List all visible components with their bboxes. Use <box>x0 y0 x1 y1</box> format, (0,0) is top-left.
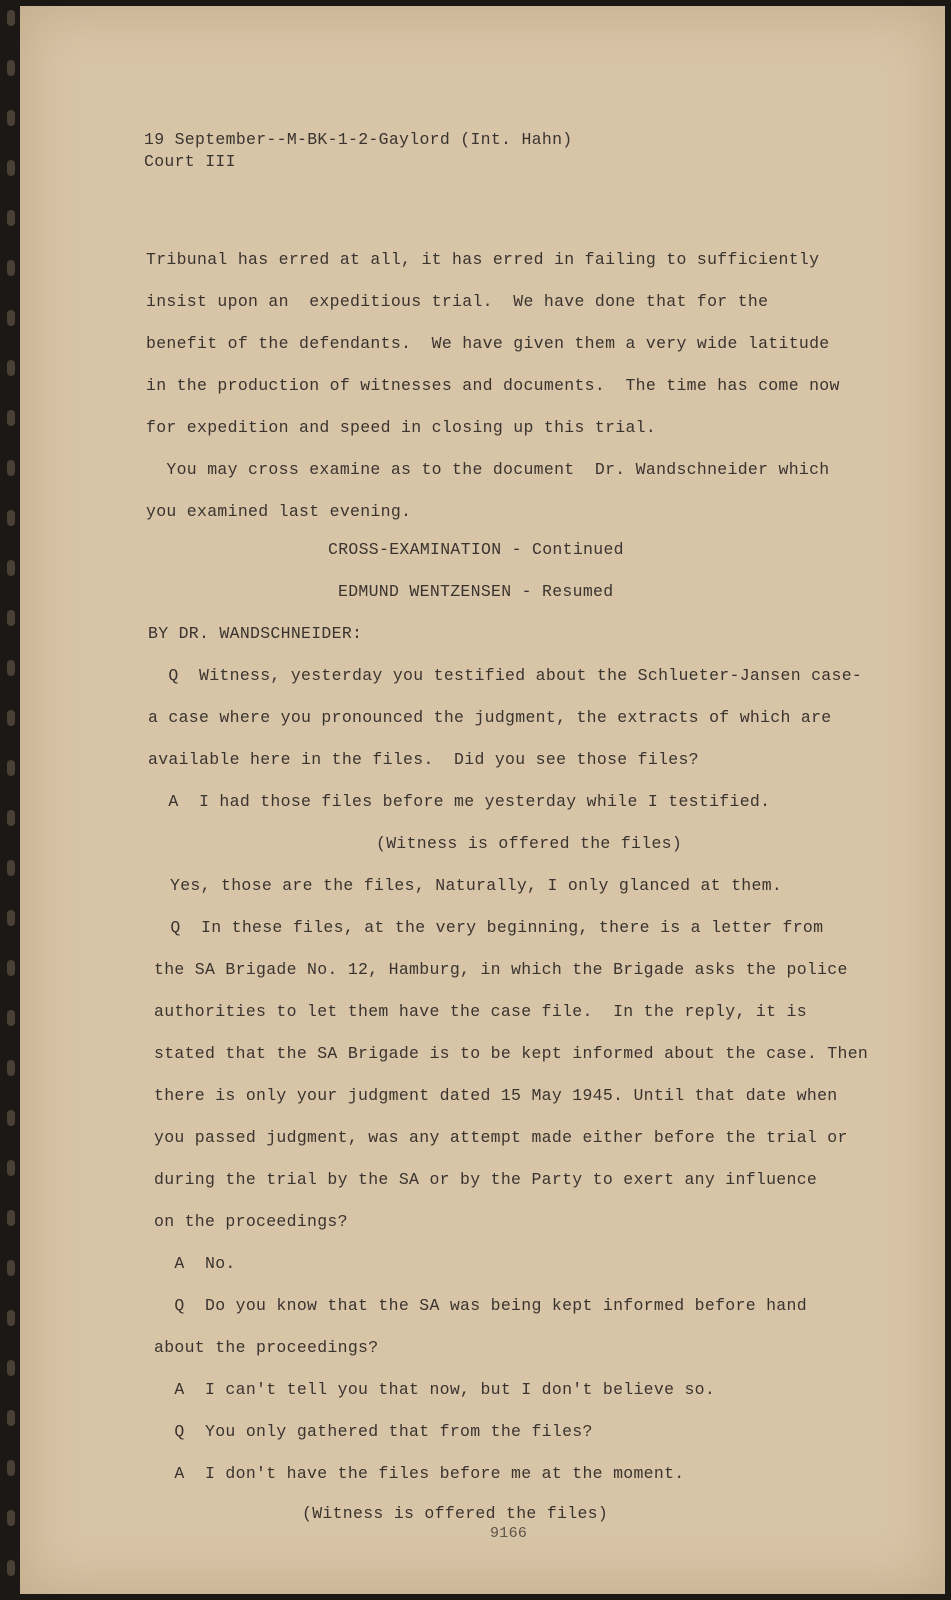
transcript-page <box>20 6 945 1594</box>
qa-line: Q In these files, at the very beginning, there is a letter from <box>150 918 824 937</box>
qa-line: Q Do you know that the SA was being kept informed before hand <box>154 1296 807 1315</box>
binder-hole <box>7 760 15 776</box>
binder-hole <box>7 660 15 676</box>
binder-hole <box>7 1210 15 1226</box>
binder-hole <box>7 710 15 726</box>
binder-hole <box>7 1360 15 1376</box>
binder-hole <box>7 1010 15 1026</box>
qa-line: A I don't have the files before me at the moment. <box>154 1464 685 1483</box>
body-line: Tribunal has erred at all, it has erred in failing to sufficiently <box>146 250 820 269</box>
binder-hole <box>7 1310 15 1326</box>
binder-hole <box>7 1260 15 1276</box>
binder-hole <box>7 260 15 276</box>
qa-line: Q You only gathered that from the files? <box>154 1422 593 1441</box>
qa-line: Yes, those are the files, Naturally, I only glanced at them. <box>170 876 783 895</box>
binder-hole <box>7 1560 15 1576</box>
binder-hole <box>7 460 15 476</box>
heading-examiner: BY DR. WANDSCHNEIDER: <box>148 624 363 643</box>
qa-line: about the proceedings? <box>154 1338 379 1357</box>
qa-line: A No. <box>154 1254 236 1273</box>
body-line: You may cross examine as to the document Dr. Wandschneider which <box>146 460 830 479</box>
binder-hole <box>7 310 15 326</box>
stage-direction: (Witness is offered the files) <box>376 834 683 853</box>
binder-hole <box>7 1160 15 1176</box>
binder-hole <box>7 510 15 526</box>
qa-line: Q Witness, yesterday you testified about the Schlueter-Jansen case- <box>148 666 863 685</box>
binder-hole <box>7 860 15 876</box>
page-number: 9166 <box>490 1525 528 1542</box>
body-line: in the production of witnesses and documents. The time has come now <box>146 376 840 395</box>
binder-hole <box>7 110 15 126</box>
body-line: insist upon an expeditious trial. We have done that for the <box>146 292 769 311</box>
qa-line: during the trial by the SA or by the Party to exert any influence <box>154 1170 818 1189</box>
binder-hole <box>7 60 15 76</box>
binder-hole <box>7 560 15 576</box>
binder-hole <box>7 810 15 826</box>
binder-hole <box>7 210 15 226</box>
body-line: benefit of the defendants. We have given them a very wide latitude <box>146 334 830 353</box>
header-line-1: 19 September--M-BK-1-2-Gaylord (Int. Hahn) <box>144 130 573 149</box>
body-line: for expedition and speed in closing up this trial. <box>146 418 657 437</box>
heading-witness-name: EDMUND WENTZENSEN - Resumed <box>338 582 614 601</box>
qa-line: there is only your judgment dated 15 May 1945. Until that date when <box>154 1086 838 1105</box>
binder-hole <box>7 10 15 26</box>
binder-hole <box>7 1410 15 1426</box>
binder-hole <box>7 610 15 626</box>
binder-hole <box>7 160 15 176</box>
qa-line: a case where you pronounced the judgment, the extracts of which are <box>148 708 832 727</box>
binder-hole <box>7 1510 15 1526</box>
qa-line: authorities to let them have the case file. In the reply, it is <box>154 1002 807 1021</box>
binder-hole <box>7 1460 15 1476</box>
binder-hole <box>7 1110 15 1126</box>
binder-hole <box>7 960 15 976</box>
header-line-2: Court III <box>144 152 236 171</box>
qa-line: on the proceedings? <box>154 1212 348 1231</box>
qa-line: you passed judgment, was any attempt made either before the trial or <box>154 1128 848 1147</box>
binder-hole <box>7 910 15 926</box>
binder-hole <box>7 360 15 376</box>
binder-hole <box>7 1060 15 1076</box>
qa-line: A I can't tell you that now, but I don't believe so. <box>154 1380 716 1399</box>
qa-line: stated that the SA Brigade is to be kept informed about the case. Then <box>154 1044 869 1063</box>
qa-line: available here in the files. Did you see those files? <box>148 750 699 769</box>
body-line: you examined last evening. <box>146 502 412 521</box>
binding-edge <box>0 0 20 1600</box>
qa-line: A I had those files before me yesterday while I testified. <box>148 792 771 811</box>
stage-direction: (Witness is offered the files) <box>302 1504 609 1523</box>
binder-hole <box>7 410 15 426</box>
heading-cross-examination: CROSS-EXAMINATION - Continued <box>328 540 624 559</box>
qa-line: the SA Brigade No. 12, Hamburg, in which the Brigade asks the police <box>154 960 848 979</box>
